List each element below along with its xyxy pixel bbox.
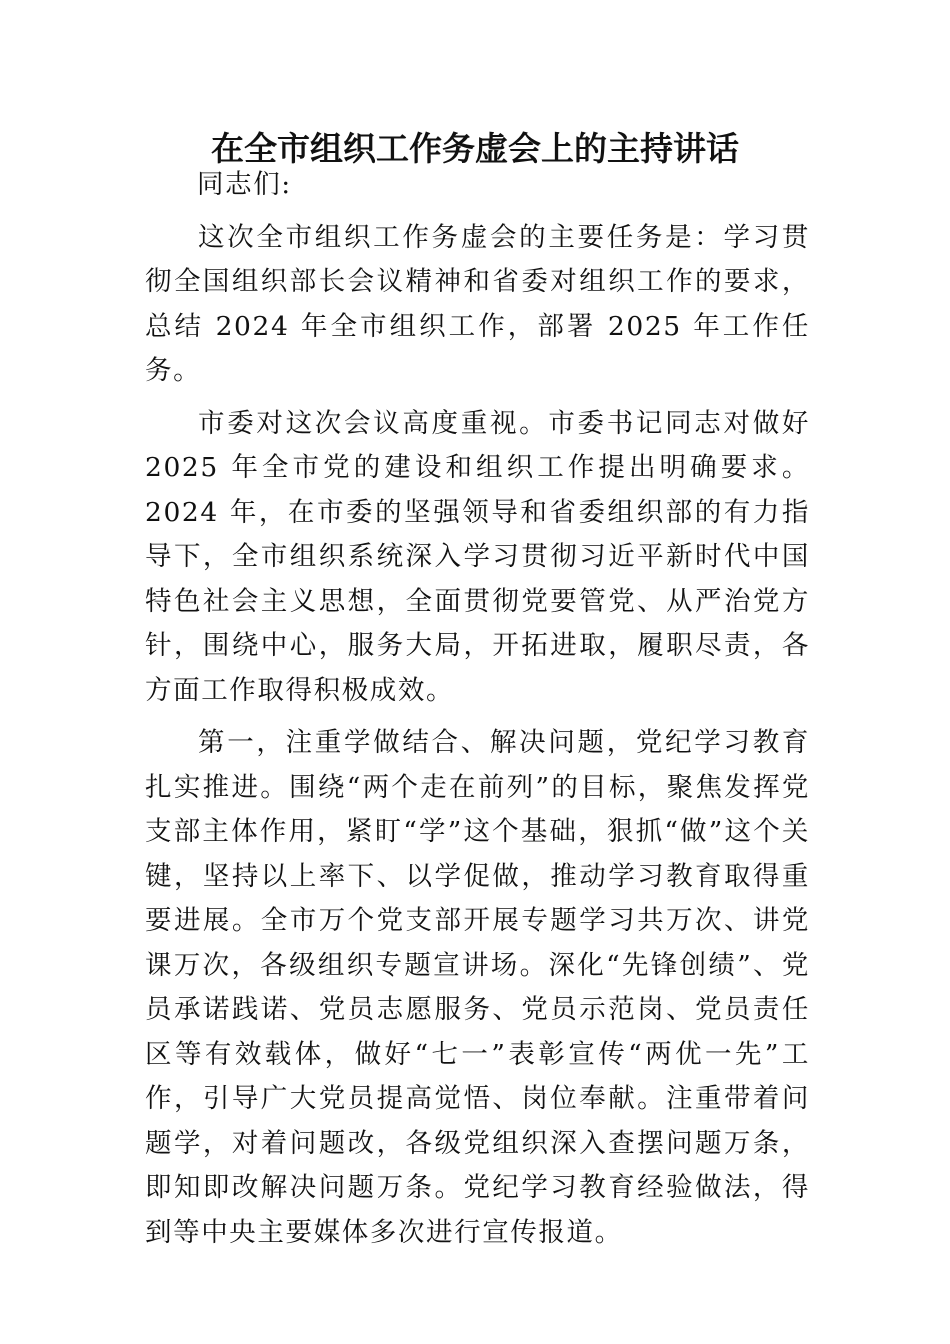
document-title: 在全市组织工作务虚会上的主持讲话 [211,129,739,168]
paragraph-task-summary: 这次全市组织工作务虚会的主要任务是：学习贯彻全国组织部长会议精神和省委对组织工作的要求，总结 2024 年全市组织工作，部署 2025 年工作任务。 [145,221,810,386]
salutation: 同志们: [197,169,292,200]
document-body [145,163,810,1263]
paragraph-committee-attention: 市委对这次会议高度重视。市委书记同志对做好 2025 年全市党的建设和组织工作提出明确要求。2024 年，在市委的坚强领导和省委组织部的有力指导下，全市组织系统深入学习贯彻习近平新时代中国特色社会主义思想，全面贯彻党要管党、从严治党方针，围绕中心，服务大局，开拓进取，履职尽责，各方面工作取得积极成效。 [145,407,810,706]
paragraph-first-point: 第一，注重学做结合、解决问题，党纪学习教育扎实推进。围绕“两个走在前列”的目标，聚焦发挥党支部主体作用，紧盯“学”这个基础，狠抓“做”这个关键，坚持以上率下、以学促做，推动学习教育取得重要进展。全市万个党支部开展专题学习共万次、讲党课万次，各级组织专题宣讲场。深化“先锋创绩”、党员承诺践诺、党员志愿服务、党员示范岗、党员责任区等有效载体，做好“七一”表彰宣传“两优一先”工作，引导广大党员提高觉悟、岗位奉献。注重带着问题学，对着问题改，各级党组织深入查摆问题万条，即知即改解决问题万条。党纪学习教育经验做法，得到等中央主要媒体多次进行宣传报道。 [145,727,810,1248]
